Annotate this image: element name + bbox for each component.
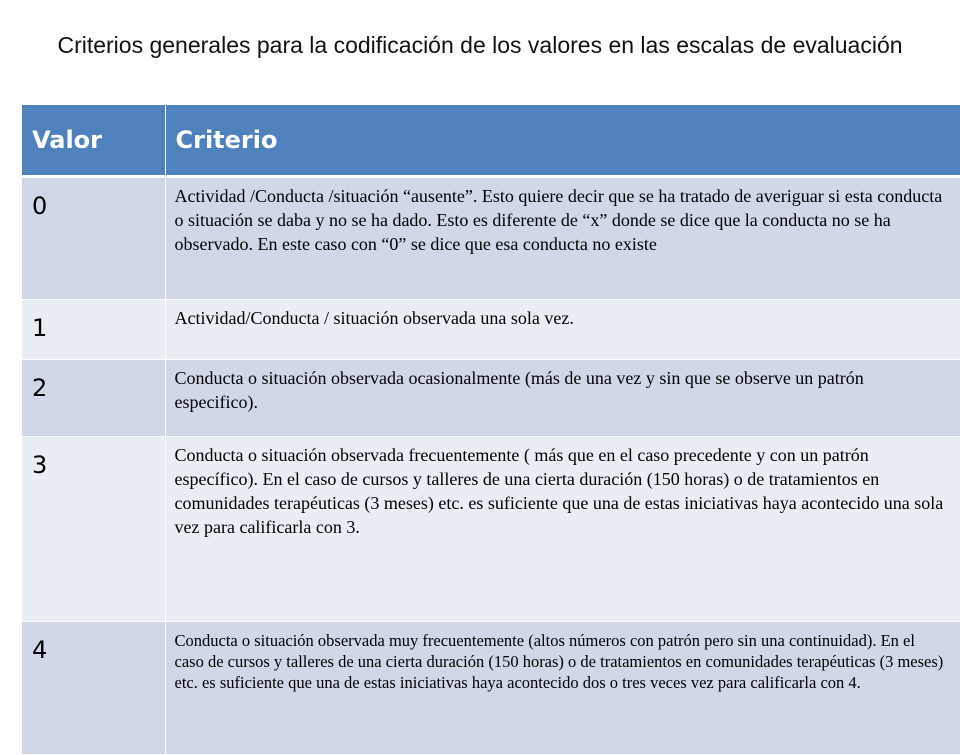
criterio-cell: Conducta o situación observada ocasionalmente (más de una vez y sin que se observe un patrón especifico). <box>165 360 960 437</box>
page-title: Criterios generales para la codificación de los valores en las escalas de evaluación <box>57 32 903 58</box>
table-row <box>22 300 960 360</box>
criteria-table <box>22 105 960 755</box>
valor-cell: 4 <box>22 622 165 755</box>
table-header-row <box>22 105 960 177</box>
table-row <box>22 622 960 755</box>
criterio-cell: Conducta o situación observada frecuentemente ( más que en el caso precedente y con un patrón específico). En el caso de cursos y talleres de una cierta duración (150 horas) o de tratamientos en comunidades terapéuticas (3 meses) etc. es suficiente que una de estas iniciativas haya acontecido una sola vez para calificarla con 3. <box>165 437 960 622</box>
valor-cell: 0 <box>22 177 165 300</box>
column-header-valor: Valor <box>22 105 165 177</box>
criterio-cell: Actividad /Conducta /situación “ausente”. Esto quiere decir que se ha tratado de averiguar si esta conducta o situación se daba y no se ha dado. Esto es diferente de “x” donde se dice que la conducta no se ha observado. En este caso con “0” se dice que esa conducta no existe <box>165 177 960 300</box>
column-header-criterio: Criterio <box>165 105 960 177</box>
valor-cell: 2 <box>22 360 165 437</box>
criterio-cell: Actividad/Conducta / situación observada una sola vez. <box>165 300 960 360</box>
table-row <box>22 177 960 300</box>
table-row <box>22 437 960 622</box>
criterio-cell: Conducta o situación observada muy frecuentemente (altos números con patrón pero sin una continuidad). En el caso de cursos y talleres de una cierta duración (150 horas) o de tratamientos en comunidades terapéuticas (3 meses) etc. es suficiente que una de estas iniciativas haya acontecido dos o tres veces vez para calificarla con 4. <box>165 622 960 755</box>
valor-cell: 1 <box>22 300 165 360</box>
table-row <box>22 360 960 437</box>
valor-cell: 3 <box>22 437 165 622</box>
